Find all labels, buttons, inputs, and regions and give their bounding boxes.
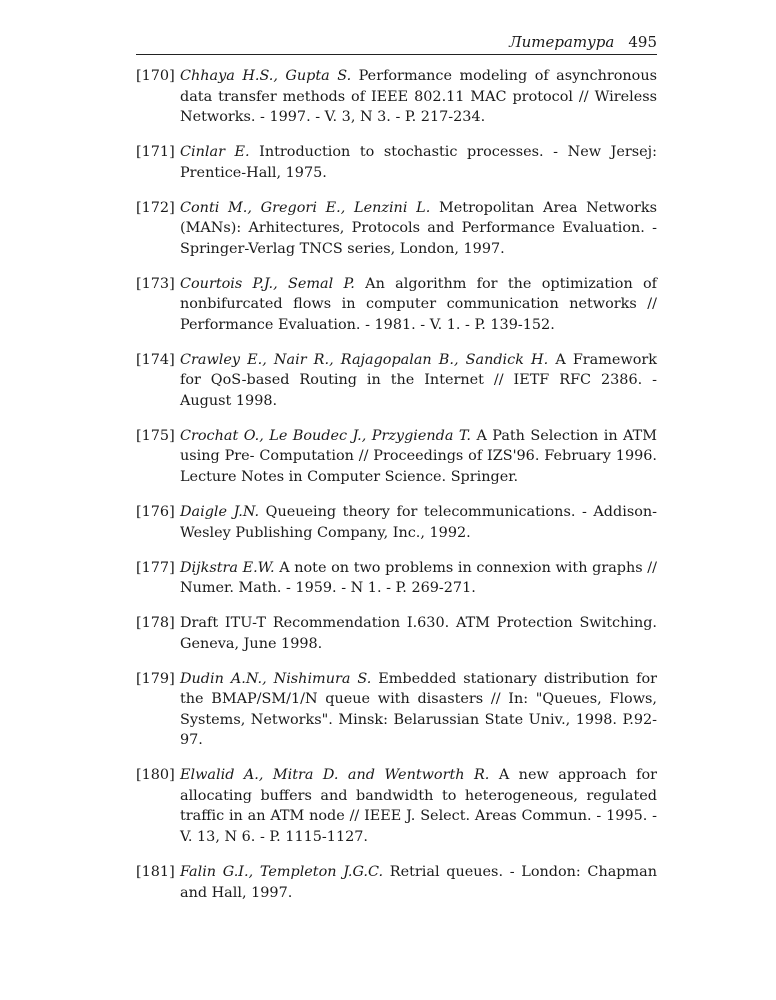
reference-number: [170] — [136, 68, 175, 84]
reference-title: Metropolitan Area Networks (MANs): Arhitectures, Protocols and Performance Evaluation. - Springer-Verlag TNCS series, London, 1997. — [180, 199, 658, 257]
reference-number: [171] — [136, 144, 175, 161]
reference-number: [181] — [136, 864, 175, 881]
reference-authors: Dudin A.N., Nishimura S. — [180, 670, 372, 687]
reference-number: [172] — [136, 199, 175, 216]
reference-entry — [136, 765, 657, 847]
reference-number: [175] — [136, 427, 175, 444]
reference-number: [180] — [136, 767, 175, 784]
reference-entry — [136, 142, 657, 183]
reference-entry — [136, 350, 657, 412]
reference-entry — [136, 558, 657, 599]
reference-text — [180, 198, 657, 260]
page-number: 495 — [628, 33, 657, 51]
reference-entry — [136, 66, 657, 128]
reference-title: A new approach for allocating buffers and bandwidth to heterogeneous, regulated traffic in an ATM node // IEEE J. Select. Areas Commun. - 1995. - V. 13, N 6. - P. 1115-1127. — [180, 767, 658, 845]
reference-authors: Falin G.I., Templeton J.G.C. — [180, 864, 384, 881]
reference-text — [180, 502, 657, 543]
reference-authors: Daigle J.N. — [180, 504, 260, 521]
reference-text — [180, 66, 657, 128]
reference-title: A Path Selection in ATM using Pre- Computation // Proceedings of IZS'96. February 1996. Lecture Notes in Computer Science. Springer. — [180, 427, 657, 485]
reference-entry — [136, 862, 657, 903]
reference-authors: Conti M., Gregori E., Lenzini L. — [180, 199, 431, 216]
reference-authors: Chhaya H.S., Gupta S. — [180, 68, 352, 84]
reference-text — [180, 558, 657, 599]
reference-text — [180, 142, 657, 183]
reference-entry — [136, 613, 657, 654]
reference-title: Queueing theory for telecommunications. - Addison-Wesley Publishing Company, Inc., 1992. — [180, 504, 657, 541]
reference-authors: Elwalid A., Mitra D. and Wentworth R. — [180, 767, 490, 784]
reference-number: [176] — [136, 504, 175, 521]
reference-text — [180, 862, 657, 903]
reference-authors: Crochat O., Le Boudec J., Przygienda T. — [180, 427, 471, 444]
reference-title: Introduction to stochastic processes. - New Jersej: Prentice-Hall, 1975. — [180, 144, 657, 181]
reference-entry — [136, 274, 657, 336]
reference-title: An algorithm for the optimization of nonbifurcated flows in computer communication networks // Performance Evaluation. - 1981. - V. 1. - P. 139-152. — [180, 275, 658, 333]
reference-title: Draft ITU-T Recommendation I.630. ATM Protection Switching. Geneva, June 1998. — [180, 615, 657, 652]
reference-entry — [136, 198, 657, 260]
reference-list — [136, 66, 657, 918]
reference-text — [180, 669, 657, 751]
reference-authors: Crawley E., Nair R., Rajagopalan B., Sandick H. — [180, 351, 549, 368]
section-title: Литература — [509, 33, 615, 51]
reference-text — [180, 613, 657, 654]
reference-number: [178] — [136, 615, 175, 632]
reference-title: A Framework for QoS-based Routing in the Internet // IETF RFC 2386. - August 1998. — [180, 351, 658, 409]
reference-text — [180, 350, 657, 412]
reference-text — [180, 274, 657, 336]
reference-title: Embedded stationary distribution for the BMAP/SM/1/N queue with disasters // In: "Queues, Flows, Systems, Networks". Minsk: Belarussian State Univ., 1998. P.92-97. — [180, 670, 657, 749]
reference-text — [180, 426, 657, 488]
reference-authors: Cinlar E. — [180, 144, 250, 161]
reference-number: [173] — [136, 275, 175, 292]
reference-title: A note on two problems in connexion with graphs // Numer. Math. - 1959. - N 1. - P. 269-271. — [180, 559, 657, 597]
reference-title: Retrial queues. - London: Chapman and Hall, 1997. — [180, 864, 658, 901]
reference-entry — [136, 669, 657, 751]
reference-entry — [136, 426, 657, 488]
running-head — [136, 32, 657, 52]
reference-authors: Courtois P.J., Semal P. — [180, 275, 355, 292]
reference-number: [179] — [136, 670, 175, 687]
reference-title: Performance modeling of asynchronous data transfer methods of IEEE 802.11 MAC protocol // Wireless Networks. - 1997. - V. 3, N 3. - P. 217-234. — [180, 68, 657, 125]
header-rule — [136, 54, 657, 55]
reference-text — [180, 765, 657, 847]
reference-number: [177] — [136, 559, 175, 576]
reference-number: [174] — [136, 351, 175, 368]
reference-authors: Dijkstra E.W. — [180, 559, 275, 576]
reference-entry — [136, 502, 657, 543]
